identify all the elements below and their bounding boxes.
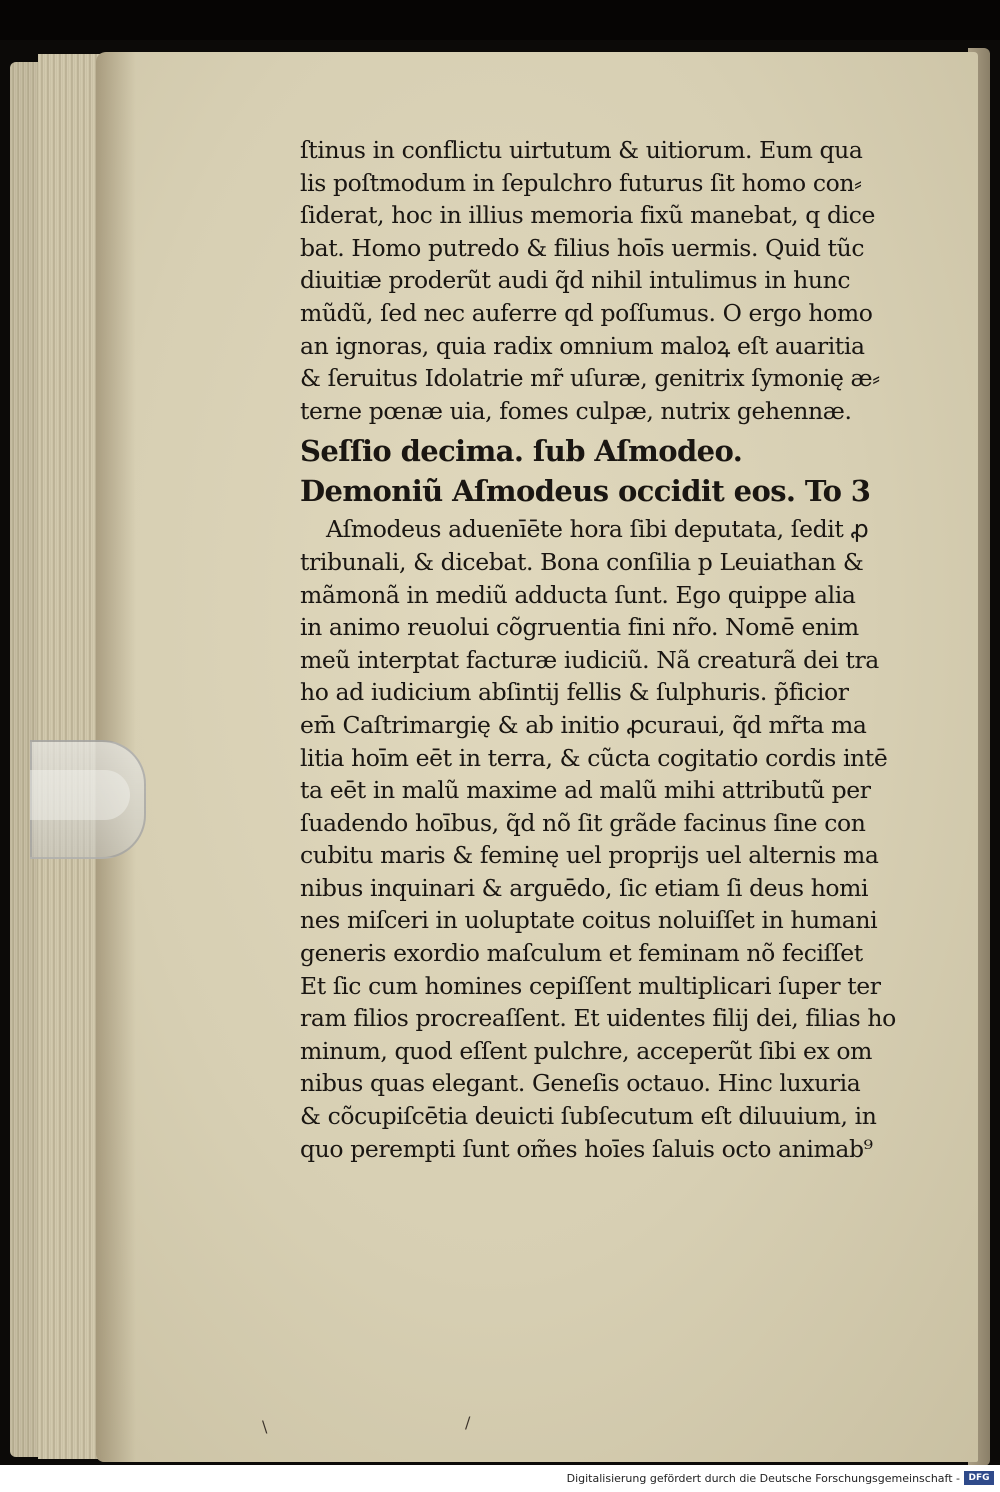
paragraph-top [300, 134, 940, 427]
text-line: minum, quod eſſent pulchre, acceperũt ſibi ex om [300, 1036, 873, 1065]
text-line: nibus inquinari & arguēdo, ſic etiam ſi deus homi [300, 873, 869, 902]
text-line: ſuadendo hoībus, q̃d nõ ſit grãde facinus ſine con [300, 808, 866, 837]
text-line: an ignoras, quia radix omnium maloꝝ eſt auaritia [300, 331, 865, 360]
text-line: lis poſtmodum in ſepulchro futurus ſit homo con⸗ [300, 168, 862, 197]
text-line: em̄ Caſtrimargię & ab initio ꝓcuraui, q̃d mr̃ta ma [300, 710, 867, 739]
text-line: terne pœnæ uia, fomes culpæ, nutrix gehennæ. [300, 396, 852, 425]
footer-bar [0, 1465, 1000, 1492]
text-line: nes miſceri in uoluptate coitus noluiſſet in humani [300, 906, 878, 935]
text-line: nibus quas elegant. Geneſis octauo. Hinc luxuria [300, 1069, 861, 1098]
text-line: quo perempti ſunt om̃es hoīes ſaluis octo animab⁹ [300, 1134, 873, 1163]
footer-credit: Digitalisierung gefördert durch die Deutsche Forschungsgemeinschaft - [566, 1472, 960, 1485]
text-line: cubitu maris & feminę uel proprijs uel alternis ma [300, 841, 879, 870]
text-line: bat. Homo putredo & filius hoīs uermis. Quid tũc [300, 233, 865, 262]
text-line: litia hoīm eēt in terra, & cũcta cogitatio cordis intē [300, 743, 888, 772]
text-line: tribunali, & dicebat. Bona conſilia p Leuiathan & [300, 547, 864, 576]
text-line: in animo reuolui cõgruentia fini nr̃o. Nomē enim [300, 613, 859, 642]
text-line: & ſeruitus Idolatrie mr̃ uſuræ, genitrix ſymonię æ⸗ [300, 364, 880, 393]
text-line: ho ad iudicium abſintij fellis & ſulphuris. p̃ficior [300, 678, 849, 707]
text-line: diuitiæ proderũt audi q̃d nihil intulimus in hunc [300, 266, 851, 295]
text-line: ta eēt in malũ maxime ad malũ mihi attributũ per [300, 776, 871, 805]
text-line: generis exordio maſculum et feminam nõ feciſſet [300, 939, 863, 968]
plastic-clip-highlight [30, 770, 130, 820]
dfg-logo: DFG [964, 1471, 994, 1485]
text-line: Aſmodeus aduenīēte hora ſibi deputata, ſedit ꝓ [326, 515, 869, 544]
text-line: ram filios procreaſſent. Et uidentes filij dei, filias ho [300, 1004, 896, 1033]
text-line: Et ſic cum homines cepiſſent multiplicari ſuper ter [300, 971, 881, 1000]
section-heading [300, 431, 940, 511]
text-line: mãmonã in mediũ adducta ſunt. Ego quippe alia [300, 580, 856, 609]
text-line: & cõcupiſcētia deuicti ſubſecutum eſt diluuium, in [300, 1102, 877, 1131]
heading-line: Demoniũ Aſmodeus occidit eos. To 3 [300, 474, 871, 509]
paragraph-bottom [300, 513, 940, 1165]
page-mark: / [465, 1413, 471, 1432]
heading-line: Seſſio decima. ſub Aſmodeo. [300, 434, 743, 469]
text-line: ſtinus in conflictu uirtutum & uitiorum. Eum qua [300, 136, 863, 164]
page-mark: \ [262, 1417, 268, 1436]
text-line: meũ interptat facturæ iudiciũ. Nã creaturã dei tra [300, 645, 879, 674]
text-line: ſiderat, hoc in illius memoria fixũ manebat, q dice [300, 201, 875, 230]
text-block [300, 134, 940, 1165]
text-line: mũdũ, ſed nec auferre qd poſſumus. O ergo homo [300, 298, 873, 327]
